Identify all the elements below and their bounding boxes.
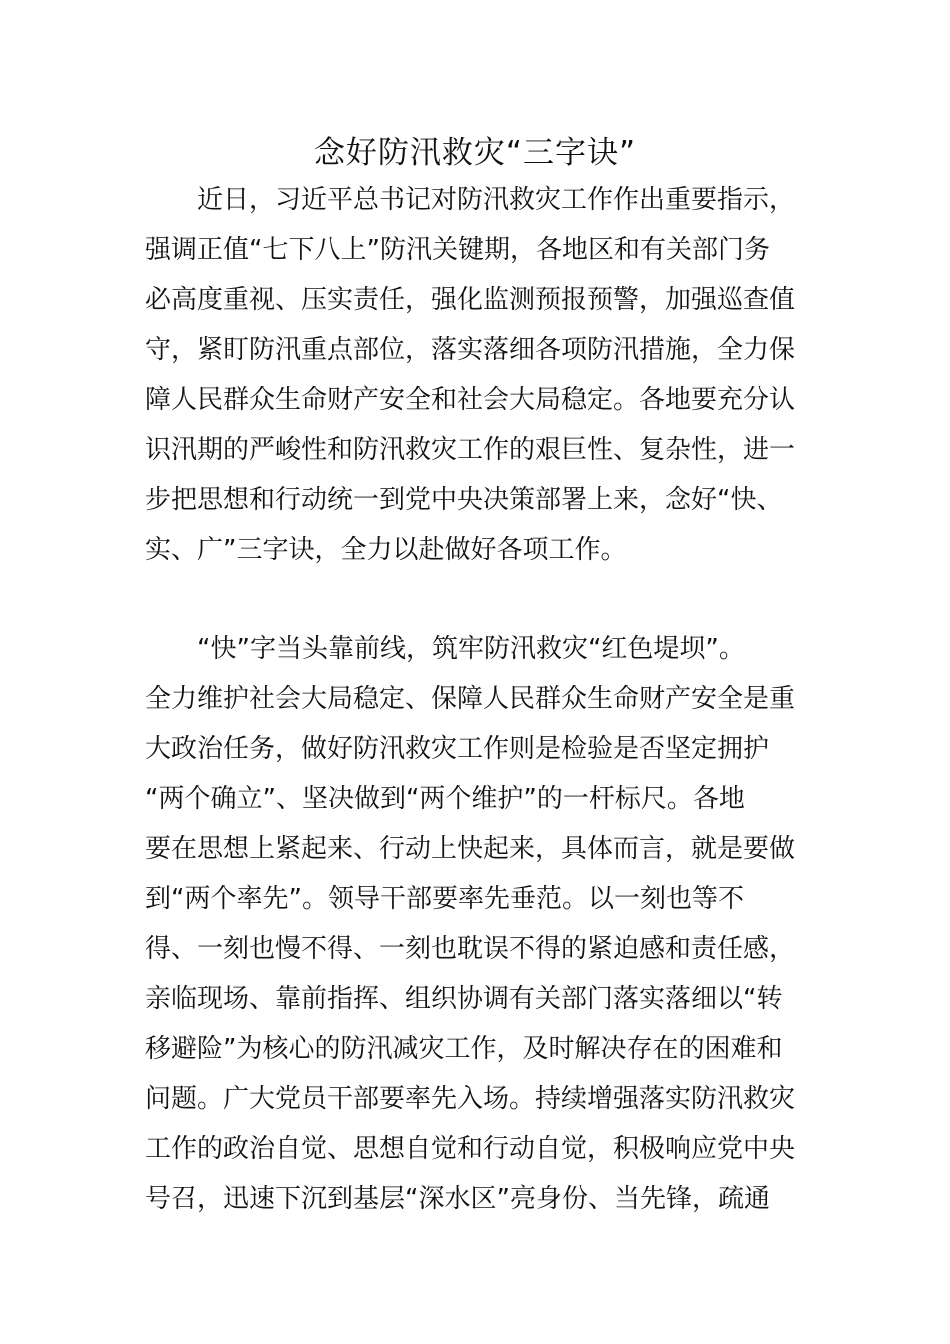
paragraph-1-line: 必高度重视、压实责任，强化监测预报预警，加强巡查值 bbox=[145, 285, 796, 315]
paragraph-2-line: “快”字当头靠前线，筑牢防汛救灾“红色堤坝”。 bbox=[145, 634, 745, 664]
paragraph-2-line: 号召，迅速下沉到基层“深水区”亮身份、当先锋，疏通 bbox=[145, 1184, 770, 1214]
paragraph-1-line: 识汛期的严峻性和防汛救灾工作的艰巨性、复杂性，进一 bbox=[145, 435, 796, 465]
paragraph-1-line: 近日，习近平总书记对防汛救灾工作作出重要指示， bbox=[145, 185, 796, 215]
paragraph-2-line: “两个确立”、坚决做到“两个维护”的一杆标尺。各地 bbox=[145, 784, 745, 814]
paragraph-1-line: 实、广”三字诀，全力以赴做好各项工作。 bbox=[145, 535, 627, 565]
paragraph-2-line: 移避险”为核心的防汛减灾工作，及时解决存在的困难和 bbox=[145, 1034, 783, 1064]
paragraph-1-line: 障人民群众生命财产安全和社会大局稳定。各地要充分认 bbox=[145, 385, 796, 415]
paragraph-2-line: 得、一刻也慢不得、一刻也耽误不得的紧迫感和责任感， bbox=[145, 934, 796, 964]
paragraph-1-line: 守，紧盯防汛重点部位，落实落细各项防汛措施，全力保 bbox=[145, 335, 796, 365]
paragraph-2-line: 大政治任务，做好防汛救灾工作则是检验是否坚定拥护 bbox=[145, 734, 770, 764]
paragraph-1-line: 强调正值“七下八上”防汛关键期，各地区和有关部门务 bbox=[145, 235, 770, 265]
paragraph-2-line: 亲临现场、靠前指挥、组织协调有关部门落实落细以“转 bbox=[145, 984, 783, 1014]
paragraph-2-line: 到“两个率先”。领导干部要率先垂范。以一刻也等不 bbox=[145, 884, 744, 914]
paragraph-2-line: 工作的政治自觉、思想自觉和行动自觉，积极响应党中央 bbox=[145, 1134, 796, 1164]
paragraph-2-line: 问题。广大党员干部要率先入场。持续增强落实防汛救灾 bbox=[145, 1084, 796, 1114]
paragraph-2-line: 全力维护社会大局稳定、保障人民群众生命财产安全是重 bbox=[145, 684, 796, 714]
paragraph-2-line: 要在思想上紧起来、行动上快起来，具体而言，就是要做 bbox=[145, 834, 796, 864]
paragraph-1-line: 步把思想和行动统一到党中央决策部署上来，念好“快、 bbox=[145, 485, 783, 515]
document-title: 念好防汛救灾“三字诀” bbox=[313, 135, 637, 171]
